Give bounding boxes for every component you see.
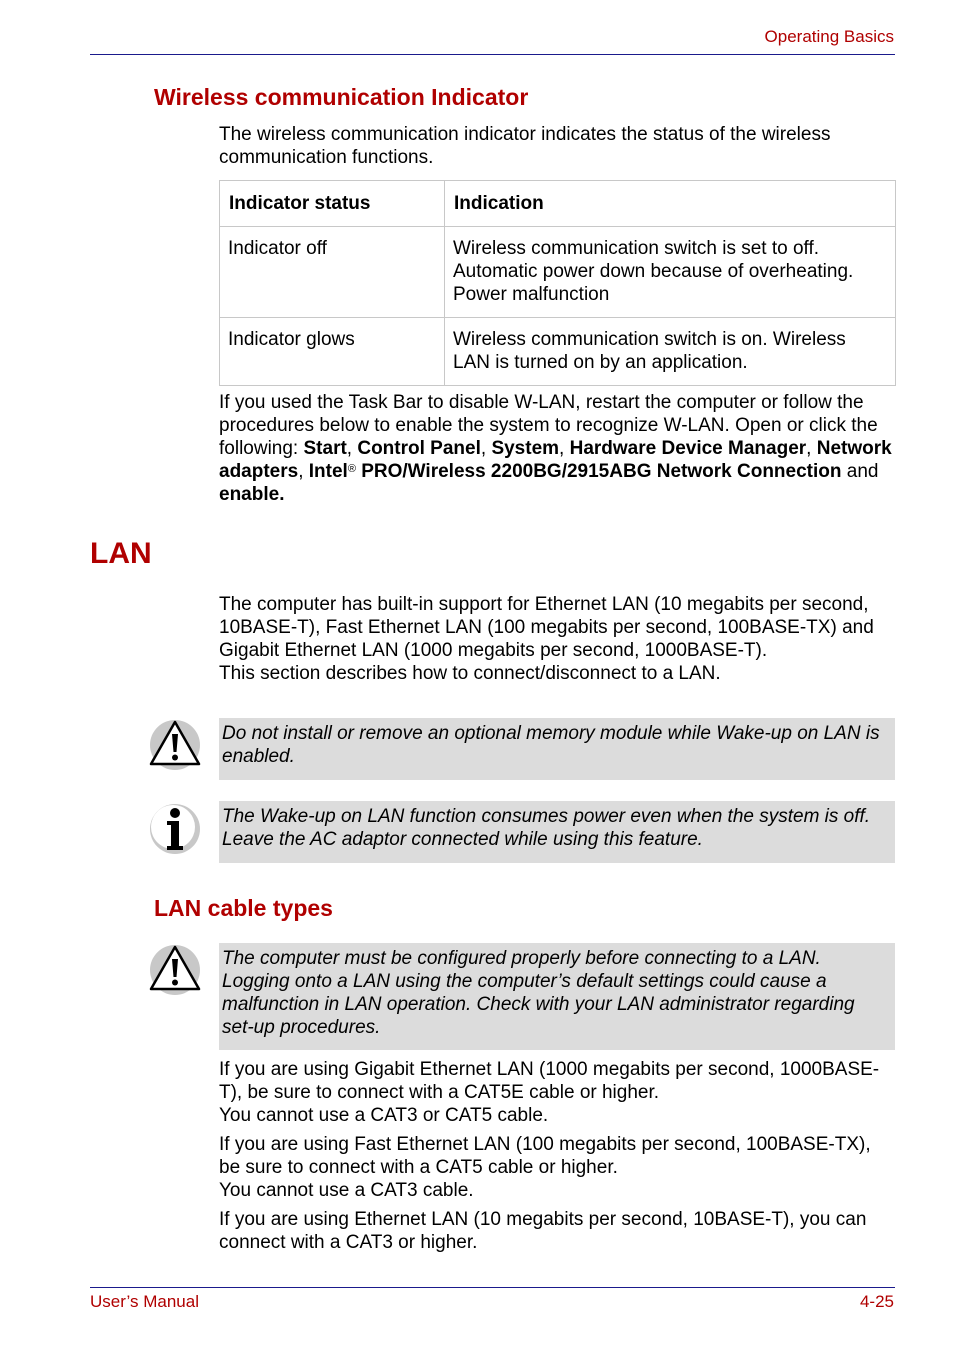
menu-path-network-connection: PRO/Wireless 2200BG/2915ABG Network Connection xyxy=(355,461,842,482)
indication-cell xyxy=(445,318,896,386)
indication-cell xyxy=(445,227,896,318)
info-note-wake-on-lan: The Wake-up on LAN function consumes power even when the system is off. Leave the AC adaptor connected while using this feature. xyxy=(219,801,895,863)
lan-intro xyxy=(219,593,895,685)
cable-fast-paragraph xyxy=(219,1133,895,1202)
info-icon xyxy=(148,802,202,856)
registered-mark: ® xyxy=(347,463,356,475)
cable-fast-restriction: You cannot use a CAT3 cable. xyxy=(219,1180,474,1201)
indication-line: Wireless communication switch is on. Wireless LAN is turned on by an application. xyxy=(453,329,846,373)
footer-rule xyxy=(90,1287,895,1288)
indication-line: Automatic power down because of overheating. xyxy=(453,261,854,282)
caution-note-memory: Do not install or remove an optional memory module while Wake-up on LAN is enabled. xyxy=(219,718,895,780)
caution-icon xyxy=(148,718,202,772)
menu-path-system: System xyxy=(491,438,560,459)
text-run: If you used the Task Bar to disable W-LAN, restart the computer or follow the procedures below to enable the system to recognize W-LAN. Open or click the following: xyxy=(219,392,878,459)
indicator-table xyxy=(219,180,896,386)
column-header: Indication xyxy=(445,181,896,227)
menu-path-network-adapters: Network adapters xyxy=(219,438,892,482)
table-header-row xyxy=(220,181,896,227)
wireless-heading: Wireless communication Indicator xyxy=(154,84,529,110)
menu-path-start: Start xyxy=(303,438,347,459)
text-run: , xyxy=(806,438,817,459)
menu-path-intel: Intel xyxy=(308,461,348,482)
menu-path-enable: enable. xyxy=(219,484,285,505)
table-row xyxy=(220,227,896,318)
text-run: , xyxy=(298,461,309,482)
wireless-intro: The wireless communication indicator indicates the status of the wireless communication functions. xyxy=(219,124,831,168)
cable-gigabit-paragraph xyxy=(219,1058,895,1127)
indication-line: Power malfunction xyxy=(453,284,610,305)
running-header: Operating Basics xyxy=(764,27,894,46)
caution-icon xyxy=(148,943,202,997)
indication-line: Wireless communication switch is set to off. xyxy=(453,238,820,259)
lan-heading: LAN xyxy=(90,537,152,570)
cable-gigabit-text: If you are using Gigabit Ethernet LAN (1000 megabits per second, 1000BASE-T), be sure to connect with a CAT5E cable or higher. xyxy=(219,1059,880,1103)
lan-cable-heading: LAN cable types xyxy=(154,895,333,921)
table-row xyxy=(220,318,896,386)
menu-path-control-panel: Control Panel xyxy=(357,438,481,459)
page-number: 4-25 xyxy=(859,1292,894,1311)
caution-note-configuration: The computer must be configured properly before connecting to a LAN. Logging onto a LAN using the computer’s default settings could cause a malfunction in LAN operation. Check with your LAN administrator regarding set-up procedures. xyxy=(219,943,895,1050)
text-run: , xyxy=(480,438,492,459)
status-cell: Indicator glows xyxy=(220,318,445,386)
cable-fast-text: If you are using Fast Ethernet LAN (100 megabits per second, 100BASE-TX), be sure to connect with a CAT5 cable or higher. xyxy=(219,1134,871,1178)
lan-intro-section: This section describes how to connect/disconnect to a LAN. xyxy=(219,663,721,684)
text-run: , xyxy=(346,438,358,459)
wlan-restart-paragraph xyxy=(219,391,895,506)
cable-gigabit-restriction: You cannot use a CAT3 or CAT5 cable. xyxy=(219,1105,549,1126)
footer-manual-title: User’s Manual xyxy=(90,1292,199,1311)
menu-path-device-manager: Hardware Device Manager xyxy=(569,438,807,459)
status-cell: Indicator off xyxy=(220,227,445,318)
column-header: Indicator status xyxy=(220,181,445,227)
cable-ethernet-paragraph: If you are using Ethernet LAN (10 megabits per second, 10BASE-T), you can connect with a CAT3 or higher. xyxy=(219,1209,867,1253)
header-rule xyxy=(90,54,895,55)
lan-intro-support: The computer has built-in support for Ethernet LAN (10 megabits per second, 10BASE-T), Fast Ethernet LAN (100 megabits per second, 100BASE-TX) and Gigabit Ethernet LAN (1000 megabits per second, 1000BASE-T). xyxy=(219,594,874,661)
text-run: , xyxy=(559,438,570,459)
text-run: and xyxy=(841,461,879,482)
